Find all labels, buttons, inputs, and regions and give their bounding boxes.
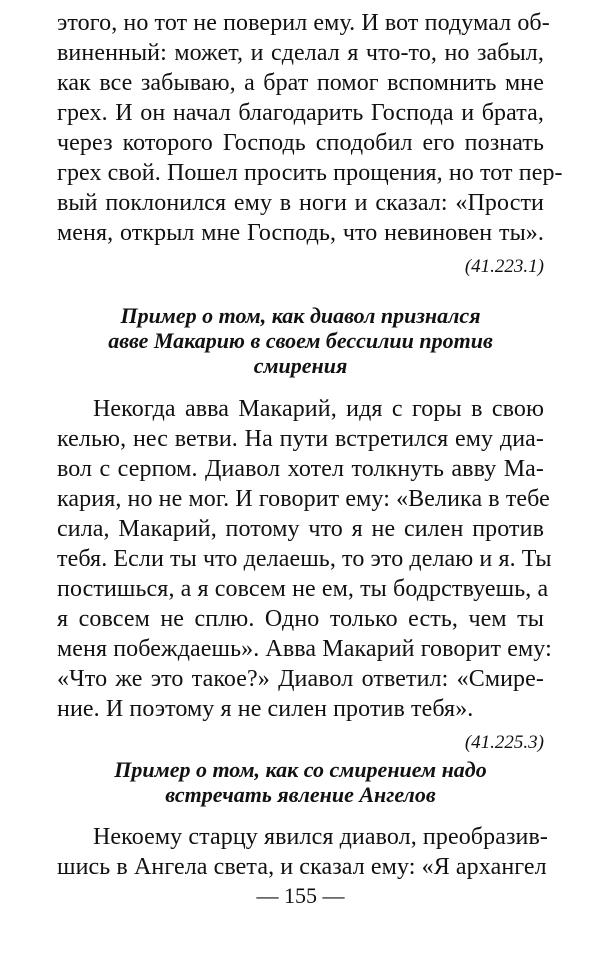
text-line: этого, но тот не поверил ему. И вот подумал об- bbox=[57, 10, 550, 36]
text-line: сила, Макарий, потому что я не силен против bbox=[57, 516, 544, 542]
text-line: кария, но не мог. И говорит ему: «Велика в тебе bbox=[57, 486, 550, 512]
heading-line: Пример о том, как со смирением надо bbox=[114, 757, 487, 782]
text-line: меня побеждаешь». Авва Макарий говорит ему: bbox=[57, 636, 552, 662]
text-line: я совсем не сплю. Одно только есть, чем ты bbox=[57, 606, 544, 632]
text-line: ние. И поэтому я не силен против тебя». bbox=[57, 696, 474, 722]
source-reference: (41.225.3) bbox=[464, 732, 544, 753]
heading-line: смирения bbox=[253, 353, 348, 378]
text-line: меня, открыл мне Господь, что невиновен ты». bbox=[57, 220, 544, 246]
text-line: постишься, а я совсем не ем, ты бодрствуешь, а bbox=[57, 576, 549, 602]
page-number: — 155 — bbox=[256, 883, 345, 908]
text-line: через которого Господь сподобил его познать bbox=[57, 130, 544, 156]
text-line: вый поклонился ему в ноги и сказал: «Прости bbox=[57, 190, 544, 216]
section-heading bbox=[57, 757, 544, 807]
source-reference: (41.223.1) bbox=[464, 256, 544, 277]
text-line: шись в Ангела света, и сказал ему: «Я архангел bbox=[57, 854, 547, 880]
text-line: келью, нес ветви. На пути встретился ему диа- bbox=[57, 426, 544, 452]
section-heading bbox=[57, 303, 544, 378]
text-line: грех. И он начал благодарить Господа и брата, bbox=[57, 100, 544, 126]
text-line: Некогда авва Макарий, идя с горы в свою bbox=[93, 396, 544, 422]
text-line: «Что же это такое?» Диавол ответил: «Смире- bbox=[57, 666, 544, 692]
text-line: как все забываю, а брат помог вспомнить мне bbox=[57, 70, 544, 96]
text-line: тебя. Если ты что делаешь, то это делаю и я. Ты bbox=[57, 546, 552, 572]
text-line: Некоему старцу явился диавол, преобразив- bbox=[93, 824, 549, 850]
text-line: грех свой. Пошел просить прощения, но тот пер- bbox=[57, 160, 563, 186]
text-line: виненный: может, и сделал я что-то, но забыл, bbox=[57, 40, 544, 66]
text-line: вол с серпом. Диавол хотел толкнуть авву Ма- bbox=[57, 456, 544, 482]
heading-line: Пример о том, как диавол признался bbox=[120, 303, 481, 328]
heading-line: авве Макарию в своем бессилии против bbox=[108, 328, 493, 353]
heading-line: встречать явление Ангелов bbox=[165, 782, 436, 807]
